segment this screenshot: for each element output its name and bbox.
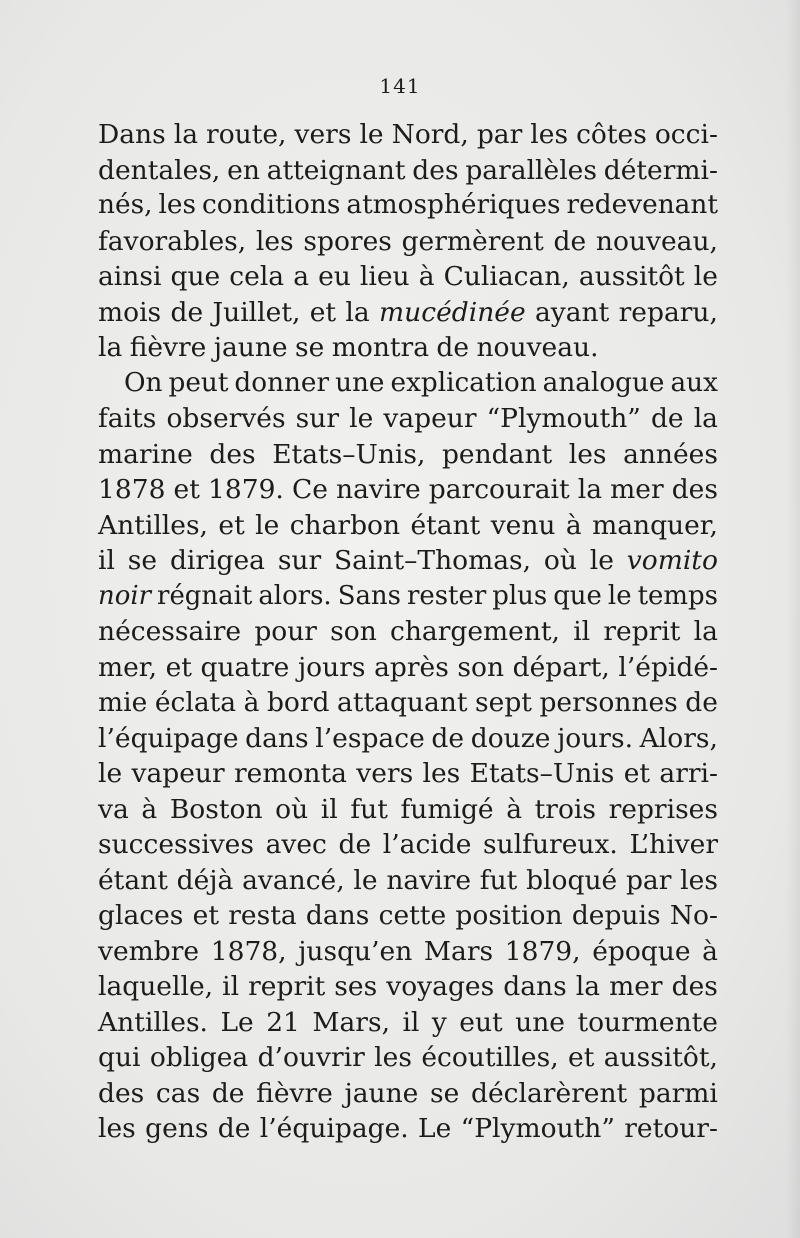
word: jours.: [557, 722, 633, 754]
word: glaces: [98, 900, 184, 931]
word: “Plymouth”: [486, 403, 641, 434]
word: nécessaire: [98, 616, 242, 647]
word: jusqu’en: [298, 935, 413, 967]
word: à: [418, 261, 435, 292]
word: jours: [297, 651, 366, 683]
word: gens: [145, 1113, 209, 1144]
word: navire: [336, 474, 421, 505]
word: mer: [610, 474, 664, 505]
word: ainsi: [98, 261, 162, 292]
text-line: [98, 792, 718, 828]
word: se: [430, 1077, 460, 1109]
text-line: [98, 224, 718, 260]
word: ses: [334, 971, 378, 1002]
word: manquer,: [592, 509, 718, 541]
word: nouveau,: [595, 225, 718, 257]
word: dirigea: [169, 545, 265, 576]
word: des: [98, 1077, 145, 1109]
word: la: [345, 296, 370, 328]
word: le: [255, 509, 280, 541]
word: y: [431, 1006, 447, 1038]
word: sept: [475, 687, 532, 718]
text-line: [98, 259, 718, 295]
word: Mars: [423, 935, 494, 967]
word: vapeur: [383, 403, 477, 434]
word: arri-: [659, 758, 718, 789]
word: se: [295, 332, 325, 363]
word: et: [309, 296, 337, 328]
word: pendant: [441, 438, 553, 470]
word: il: [98, 545, 115, 576]
word: mois: [98, 296, 162, 328]
word: reprises: [608, 793, 718, 825]
word: 21: [266, 1006, 300, 1038]
word: retour-: [624, 1113, 718, 1144]
text-line: [98, 650, 718, 686]
word: 1879,: [504, 935, 581, 967]
word: les: [680, 864, 718, 896]
word: bord: [266, 687, 330, 718]
text-line: [98, 153, 718, 189]
word: mie: [98, 687, 148, 718]
word: aussitôt,: [603, 1042, 718, 1073]
word: le: [693, 261, 718, 292]
word: successives: [98, 829, 254, 860]
word: époque: [592, 935, 691, 967]
word: trois: [534, 793, 596, 825]
text-line: [98, 934, 718, 970]
word: Mars,: [312, 1006, 390, 1038]
word: voyages: [386, 971, 495, 1002]
word: faits: [98, 403, 157, 434]
word: des: [671, 971, 718, 1002]
word: côtes: [576, 119, 647, 150]
word: où: [543, 545, 577, 576]
word: Le: [220, 1006, 254, 1038]
word: fièvre: [256, 1077, 333, 1109]
word: montra: [331, 332, 430, 363]
word: Juillet,: [212, 296, 301, 328]
word: et: [192, 900, 219, 931]
text-line: [98, 1111, 718, 1147]
word: il: [402, 1006, 420, 1038]
word: écoutilles,: [421, 1042, 559, 1073]
word: atteignant: [266, 154, 406, 186]
word: vers: [294, 119, 352, 150]
word: 1878: [98, 474, 166, 505]
word: navire: [386, 864, 472, 896]
word: l’acide: [382, 829, 472, 860]
word: et: [173, 474, 200, 505]
word: 1878,: [210, 935, 287, 967]
word: nouveau.: [476, 332, 599, 363]
word: les: [374, 1042, 412, 1073]
text-line: [98, 188, 718, 224]
word: personnes: [539, 687, 678, 718]
word: peut: [168, 367, 229, 398]
text-line: [98, 827, 718, 863]
word: reparu,: [618, 296, 718, 328]
word: le: [349, 403, 374, 434]
word: son: [457, 651, 505, 683]
word: aux: [670, 367, 718, 398]
word: spores: [303, 225, 392, 257]
word: la: [575, 971, 601, 1002]
word: fièvre: [129, 332, 207, 363]
word: les: [158, 190, 197, 220]
word: “Plymouth”: [460, 1113, 615, 1144]
word: de: [685, 687, 718, 718]
word: Etats–Unis: [469, 758, 615, 789]
word: et: [623, 758, 651, 789]
word: temps: [637, 580, 718, 611]
word: fumigé: [400, 793, 494, 825]
word: il: [320, 793, 338, 825]
word: va: [98, 793, 129, 825]
word: conditions: [202, 190, 341, 220]
word: le: [353, 864, 378, 896]
word: Sans: [337, 580, 401, 611]
word: Saint–Thomas,: [334, 545, 532, 576]
word: de: [211, 1077, 245, 1109]
italic-word: mucédinée: [379, 296, 526, 328]
word: le: [589, 545, 614, 576]
word: régnait: [157, 580, 253, 611]
word: à: [243, 687, 260, 718]
word: dans: [503, 971, 567, 1002]
word: lieu: [359, 261, 410, 292]
word: laquelle,: [98, 971, 214, 1002]
word: alors.: [258, 580, 332, 611]
word: mer: [609, 971, 663, 1002]
word: la: [693, 403, 718, 434]
word: détermi-: [603, 154, 718, 186]
word: déclarèrent: [471, 1077, 628, 1109]
word: cette: [378, 900, 447, 931]
word: Ce: [291, 474, 328, 505]
word: obligea: [149, 1042, 249, 1073]
text-line: [98, 969, 718, 1005]
italic-word: noir: [98, 580, 152, 611]
word: par: [625, 864, 672, 896]
word: la: [173, 119, 199, 150]
word: Etats–Unis,: [272, 438, 426, 470]
word: des: [671, 474, 718, 505]
text-line: [98, 614, 718, 650]
word: analogue: [542, 367, 665, 398]
word: l’équipage: [98, 722, 239, 754]
word: dans: [245, 722, 309, 754]
word: à: [141, 793, 158, 825]
word: tourmente: [577, 1006, 718, 1038]
text-line: [98, 543, 718, 579]
word: avancé,: [242, 864, 345, 896]
word: plus: [492, 580, 548, 611]
text-line: [98, 366, 718, 402]
text-line: [98, 721, 718, 757]
word: pour: [254, 616, 317, 647]
word: route,: [206, 119, 287, 150]
word: parallèles: [465, 154, 597, 186]
word: sulfureux.: [483, 829, 618, 860]
word: les: [568, 438, 607, 470]
text-line: [98, 295, 718, 331]
word: L’hiver: [629, 829, 718, 860]
word: à: [565, 509, 582, 541]
word: jaune: [213, 332, 288, 363]
word: par: [476, 119, 523, 150]
word: favorables,: [98, 225, 247, 257]
word: étant: [98, 864, 168, 896]
word: départ,: [512, 651, 610, 683]
word: la: [693, 616, 718, 647]
word: quatre: [200, 651, 290, 683]
word: ayant: [534, 296, 610, 328]
word: Culiacan,: [443, 261, 570, 292]
word: vembre: [98, 935, 200, 967]
word: aussitôt: [578, 261, 685, 292]
word: Dans: [98, 119, 166, 150]
word: dans: [305, 900, 370, 931]
word: en: [227, 154, 260, 186]
word: la: [577, 474, 603, 505]
word: son: [330, 616, 377, 647]
word: une: [335, 367, 385, 398]
word: les: [422, 758, 461, 789]
word: de: [338, 829, 372, 860]
word: cas: [155, 1077, 201, 1109]
word: observés: [166, 403, 286, 434]
word: venu: [490, 509, 556, 541]
text-line: [98, 685, 718, 721]
word: sur: [277, 545, 322, 576]
word: explication: [390, 367, 537, 398]
word: les: [98, 1113, 136, 1144]
word: l’épidé-: [618, 651, 718, 683]
text-line: [98, 579, 718, 615]
word: que: [553, 580, 602, 611]
word: atmosphériques: [346, 190, 561, 220]
word: la: [98, 332, 123, 363]
word: que: [170, 261, 221, 292]
word: des: [209, 438, 256, 470]
word: l’espace: [315, 722, 425, 754]
word: il: [222, 971, 240, 1002]
word: Alors,: [639, 722, 718, 754]
word: se: [127, 545, 158, 576]
word: Nord,: [391, 119, 469, 150]
word: mer,: [98, 651, 157, 683]
text-line: [98, 898, 718, 934]
word: à: [506, 793, 523, 825]
word: occi-: [654, 119, 718, 150]
word: les: [530, 119, 569, 150]
word: et: [165, 651, 192, 683]
word: et: [568, 1042, 595, 1073]
word: bloqué: [526, 864, 618, 896]
page-edge-shadow: [786, 0, 800, 1238]
page-number: 141: [379, 74, 421, 98]
word: où: [275, 793, 309, 825]
text-line: [98, 508, 718, 544]
word: No-: [669, 900, 718, 931]
word: et: [218, 509, 245, 541]
word: des: [412, 154, 459, 186]
text-line: [98, 1076, 718, 1112]
word: vapeur: [131, 758, 225, 789]
word: Le: [418, 1113, 452, 1144]
word: à: [702, 935, 718, 967]
word: qui: [98, 1042, 141, 1073]
text-line: [98, 1040, 718, 1076]
word: Antilles,: [98, 509, 208, 541]
word: le: [359, 119, 384, 150]
word: étant: [410, 509, 481, 541]
word: Antilles.: [98, 1006, 208, 1038]
word: il: [573, 616, 591, 647]
word: nés,: [98, 190, 153, 220]
word: eu: [318, 261, 351, 292]
text-line: [98, 330, 718, 366]
word: Boston: [169, 793, 263, 825]
word: l’équipage.: [259, 1113, 409, 1144]
word: vers: [356, 758, 414, 789]
word: reprit: [603, 616, 681, 647]
word: remonta: [233, 758, 347, 789]
text-line: [98, 756, 718, 792]
word: position: [455, 900, 563, 931]
word: eut: [459, 1006, 503, 1038]
word: charbon: [289, 509, 401, 541]
word: marine: [98, 438, 193, 470]
word: déjà: [176, 864, 234, 896]
word: resta: [228, 900, 297, 931]
word: éclata: [154, 687, 237, 718]
text-line: [98, 1005, 718, 1041]
word: a: [293, 261, 309, 292]
italic-word: vomito: [626, 545, 718, 576]
word: reprit: [248, 971, 326, 1002]
word: de: [170, 296, 204, 328]
text-line: [98, 863, 718, 899]
word: une: [515, 1006, 565, 1038]
word: cela: [229, 261, 285, 292]
text-line: [98, 401, 718, 437]
word: jaune: [344, 1077, 419, 1109]
word: depuis: [571, 900, 661, 931]
text-line: [98, 472, 718, 508]
word: après: [374, 651, 449, 683]
word: douze: [470, 722, 551, 754]
word: sur: [295, 403, 339, 434]
word: de: [217, 1113, 251, 1144]
word: les: [255, 225, 294, 257]
word: de: [431, 722, 465, 754]
word: On: [124, 367, 163, 398]
word: parcourait: [428, 474, 570, 505]
word: 1879.: [207, 474, 284, 505]
word: donner: [234, 367, 330, 398]
text-line: [98, 437, 718, 473]
word: avec: [265, 829, 327, 860]
text-line: [98, 117, 718, 153]
word: le: [607, 580, 632, 611]
word: germèrent: [401, 225, 544, 257]
body-text: [98, 117, 718, 1147]
word: fut: [479, 864, 518, 896]
word: parmi: [638, 1077, 718, 1109]
word: le: [98, 758, 123, 789]
word: années: [623, 438, 718, 470]
word: de: [436, 332, 470, 363]
word: fut: [350, 793, 388, 825]
word: de: [650, 403, 684, 434]
word: attaquant: [337, 687, 468, 718]
word: d’ouvrir: [257, 1042, 365, 1073]
word: rester: [406, 580, 487, 611]
word: chargement,: [390, 616, 560, 647]
word: de: [553, 225, 587, 257]
word: redevenant: [566, 190, 718, 220]
word: dentales,: [98, 154, 221, 186]
